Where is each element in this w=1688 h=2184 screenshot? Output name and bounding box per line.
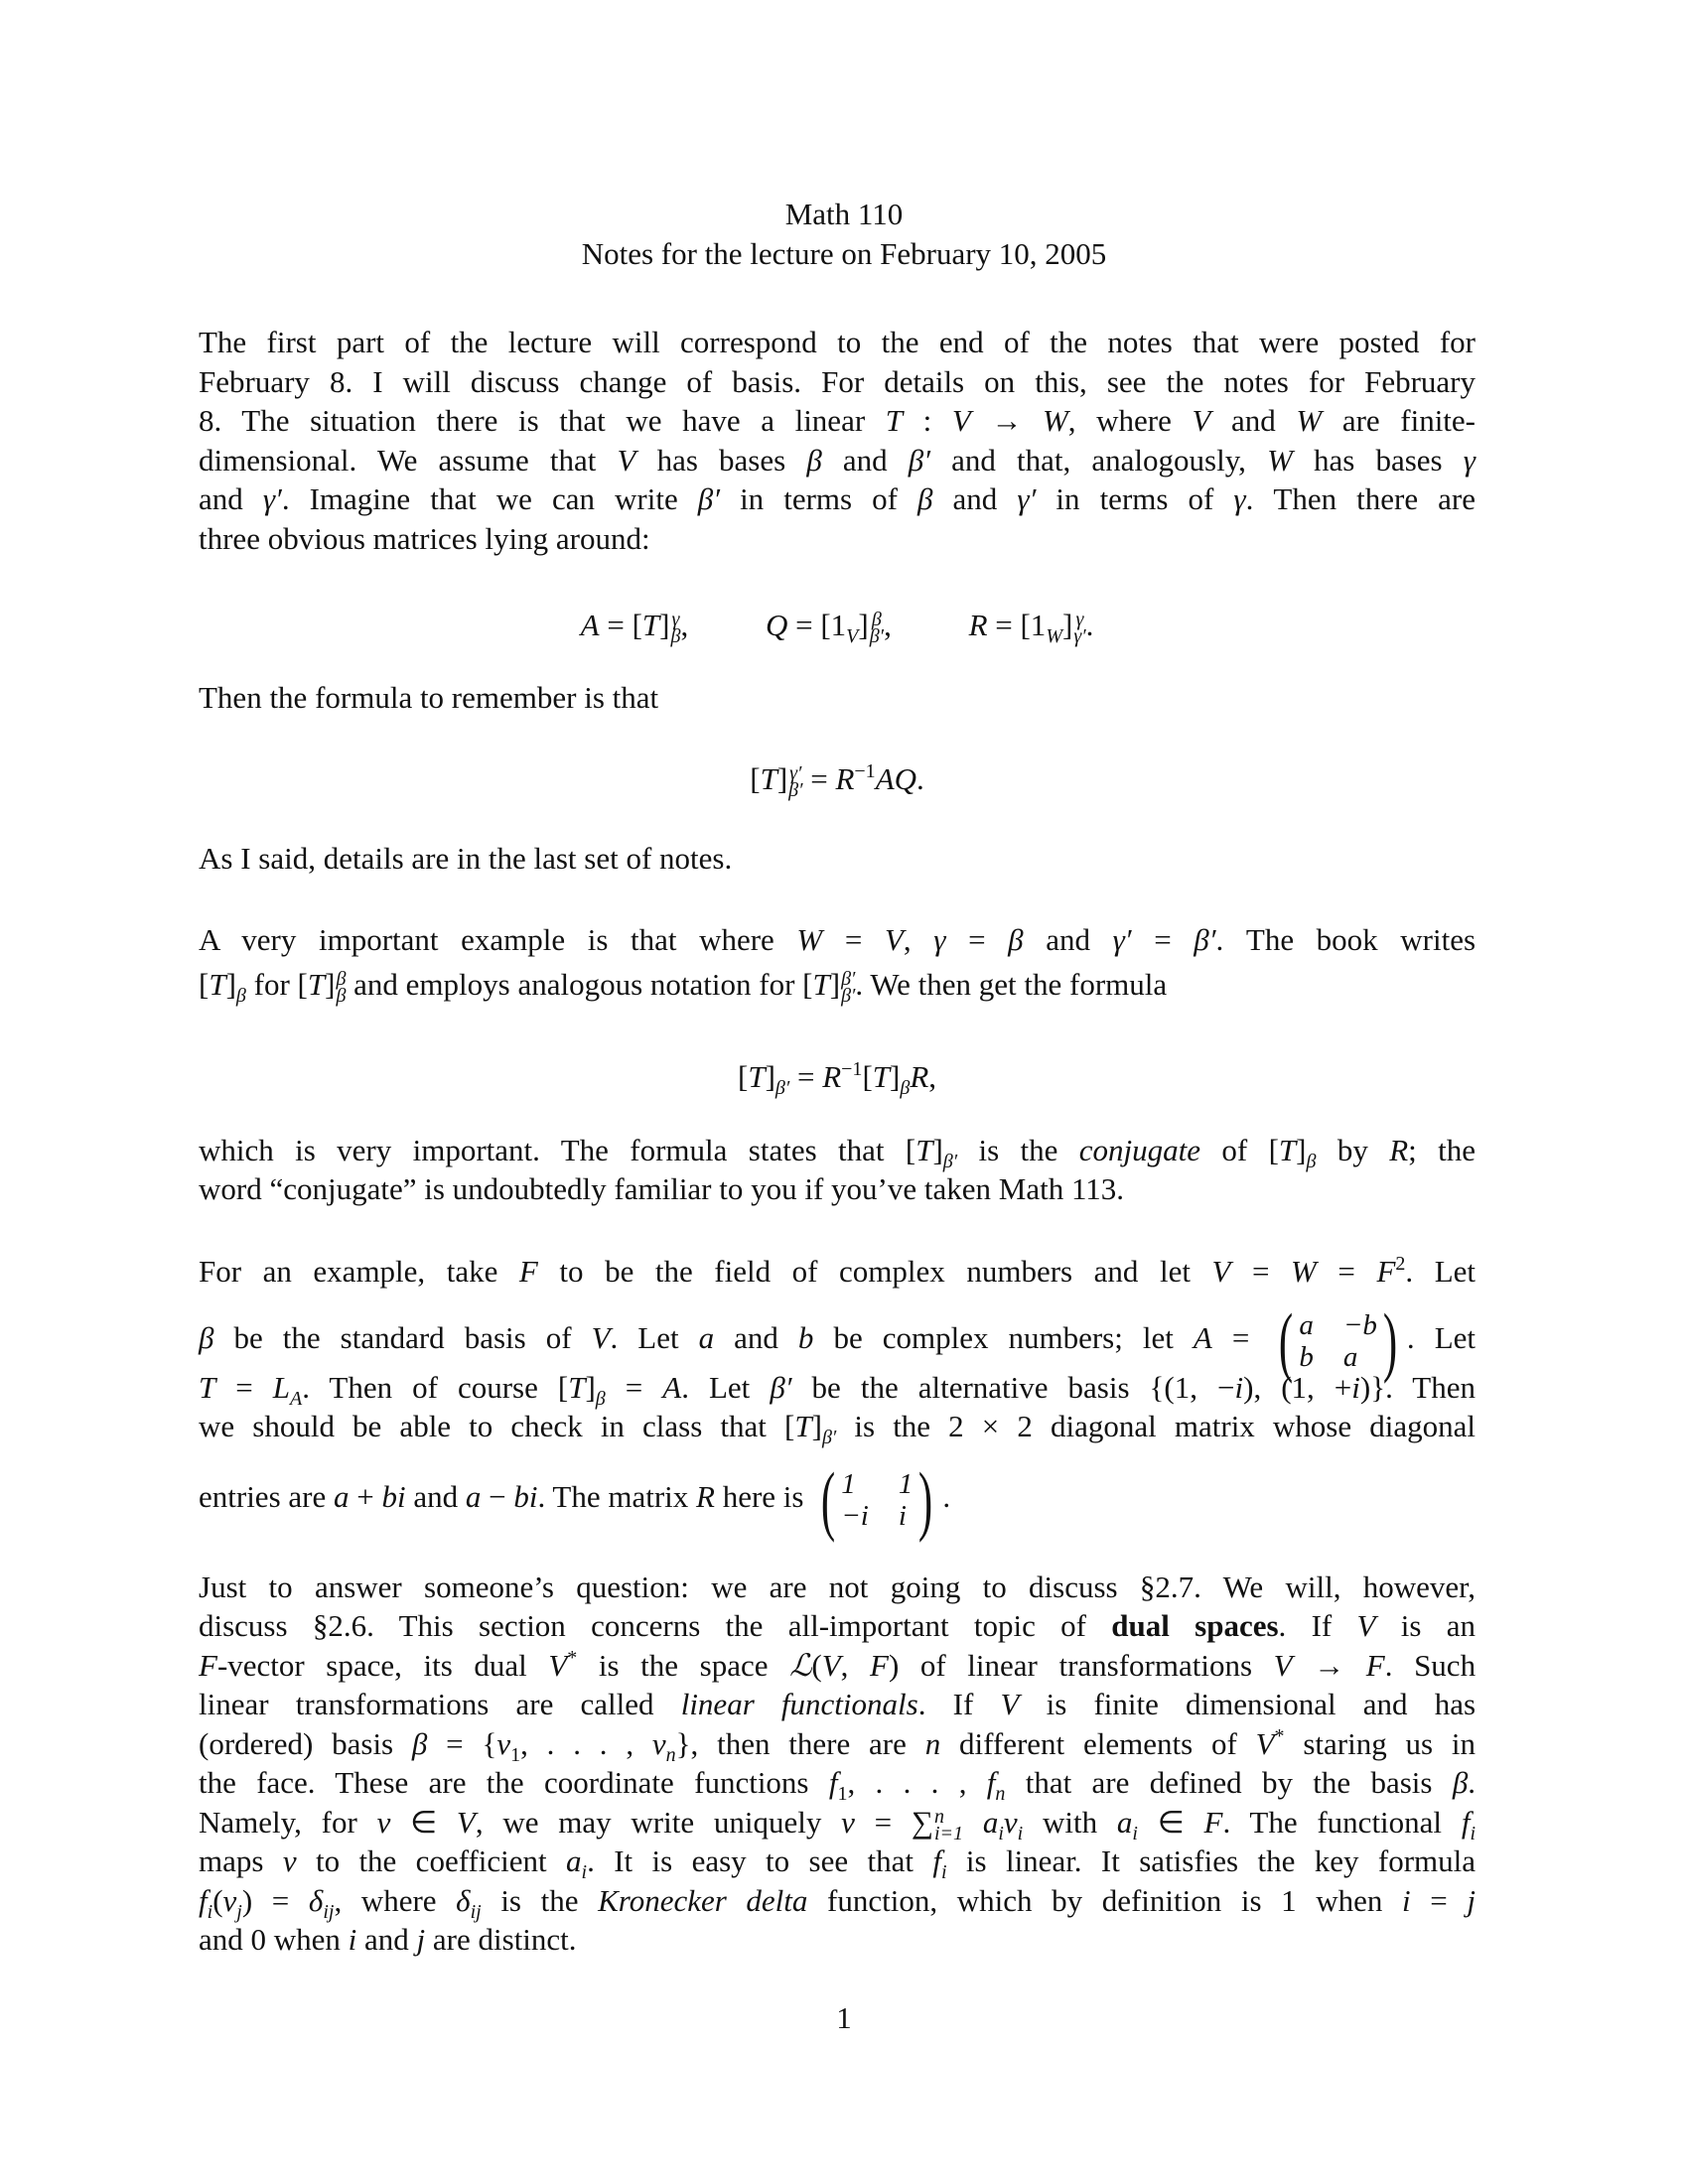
paragraph-7-line-9: $f_i(v_j) = \delta_{ij}$, where $\delta_{ij}$ is the Kronecker delta function, which by definition is 1 when i = j	[199, 1883, 1476, 1923]
matrix-R: ( 1 1 −i i )	[821, 1455, 933, 1543]
equation-matrices: A = [T] γ β , $Q = [1_V]$ β β′ , $R = [1_W]$ γ γ′ .	[580, 608, 1094, 647]
paragraph-1-line-1: The first part of the lecture will correspond to the end of the notes that were posted for	[199, 325, 1476, 359]
paragraph-5-line-2: word “conjugate” is undoubtedly familiar to you if you’ve taken Math 113.	[199, 1171, 1125, 1206]
paragraph-7-line-6: the face. These are the coordinate functions $f_1$, . . . , $f_n$ that are defined by the basis β.	[199, 1765, 1477, 1805]
paragraph-5-line-1: which is very important. The formula states that $[T]_{\beta'}$ is the conjugate of $[T]_\beta$ by R; the	[199, 1133, 1476, 1172]
paragraph-1-line-4: dimensional. We assume that V has bases β and β′ and that, analogously, W has bases γ	[199, 443, 1476, 478]
paragraph-7-line-5: (ordered) basis $\beta = \{v_1$, . . . , $v_n$}, then there are n different elements of V* staring us in	[199, 1725, 1476, 1766]
paragraph-7-line-8: maps v to the coefficient $a_i$. It is easy to see that $f_i$ is linear. It satisfies the key formula	[199, 1843, 1476, 1883]
paragraph-6-line-1: For an example, take F to be the field of complex numbers and let $V = W = F^2$. Let	[199, 1253, 1477, 1289]
paragraph-1-line-6: three obvious matrices lying around:	[199, 521, 650, 556]
paragraph-4-line-1: A very important example is that where W = V, γ = β and γ′ = β′. The book writes	[199, 922, 1477, 957]
paragraph-1-line-5: and γ′. Imagine that we can write β′ in terms of β and γ′ in terms of γ. Then there are	[199, 481, 1476, 516]
equation-change-of-basis: [T] γ′ β′ = $R^{-1}AQ$.	[750, 760, 924, 801]
paragraph-6-line-5: entries are a + bi and a − bi. The matrix R here is ( 1 1 −i i ) .	[199, 1455, 951, 1543]
paragraph-3-line-1: As I said, details are in the last set of notes.	[199, 841, 733, 876]
paragraph-6-line-4: we should be able to check in class that $[T]_{\beta'}$ is the 2 × 2 diagonal matrix whose diagonal	[199, 1409, 1476, 1448]
paragraph-7-line-3: F-vector space, its dual V* is the space ℒ(V, F) of linear transformations V → F. Such	[199, 1647, 1477, 1683]
paragraph-7-line-10: and 0 when i and j are distinct.	[199, 1922, 577, 1957]
paragraph-6-line-2: β be the standard basis of V. Let a and b be complex numbers; let A = ( a −b b a ) . Let	[199, 1297, 1477, 1384]
lecture-subtitle: Notes for the lecture on February 10, 2005	[581, 236, 1107, 271]
course-title: Math 110	[784, 197, 904, 231]
paragraph-7-line-2: discuss §2.6. This section concerns the all-important topic of dual spaces. If V is an	[199, 1608, 1476, 1643]
equation-conjugate: $[T]_{\beta'} = R^{-1}[T]_\beta R$,	[737, 1058, 936, 1099]
paragraph-4-line-2: $[T]_\beta$ for [T] β β and employs analogous notation for [T] β′ β′ . We then get the formula	[199, 967, 1168, 1007]
matrix-A: ( a −b b a )	[1279, 1297, 1398, 1384]
paragraph-7-line-7: Namely, for v ∈ V, we may write uniquely v = ∑ n i=1 $a_iv_i$ with $a_i$ ∈ F. The functional $f_i$	[199, 1805, 1476, 1844]
paragraph-7-line-1: Just to answer someone’s question: we are not going to discuss §2.7. We will, however,	[199, 1570, 1476, 1604]
page-number: 1	[836, 2000, 852, 2035]
paragraph-7-line-4: linear transformations are called linear functionals. If V is finite dimensional and has	[199, 1687, 1477, 1721]
paragraph-1-line-2: February 8. I will discuss change of basis. For details on this, see the notes for February	[199, 364, 1476, 399]
paragraph-2-line-1: Then the formula to remember is that	[199, 680, 659, 715]
paragraph-6-line-3: $T = L_A$. Then of course $[T]_\beta = A$. Let β′ be the alternative basis {(1, −i), (1, +i)}. Then	[199, 1370, 1477, 1410]
paragraph-1-line-3: 8. The situation there is that we have a linear T : V → W, where V and W are finite-	[199, 403, 1477, 438]
